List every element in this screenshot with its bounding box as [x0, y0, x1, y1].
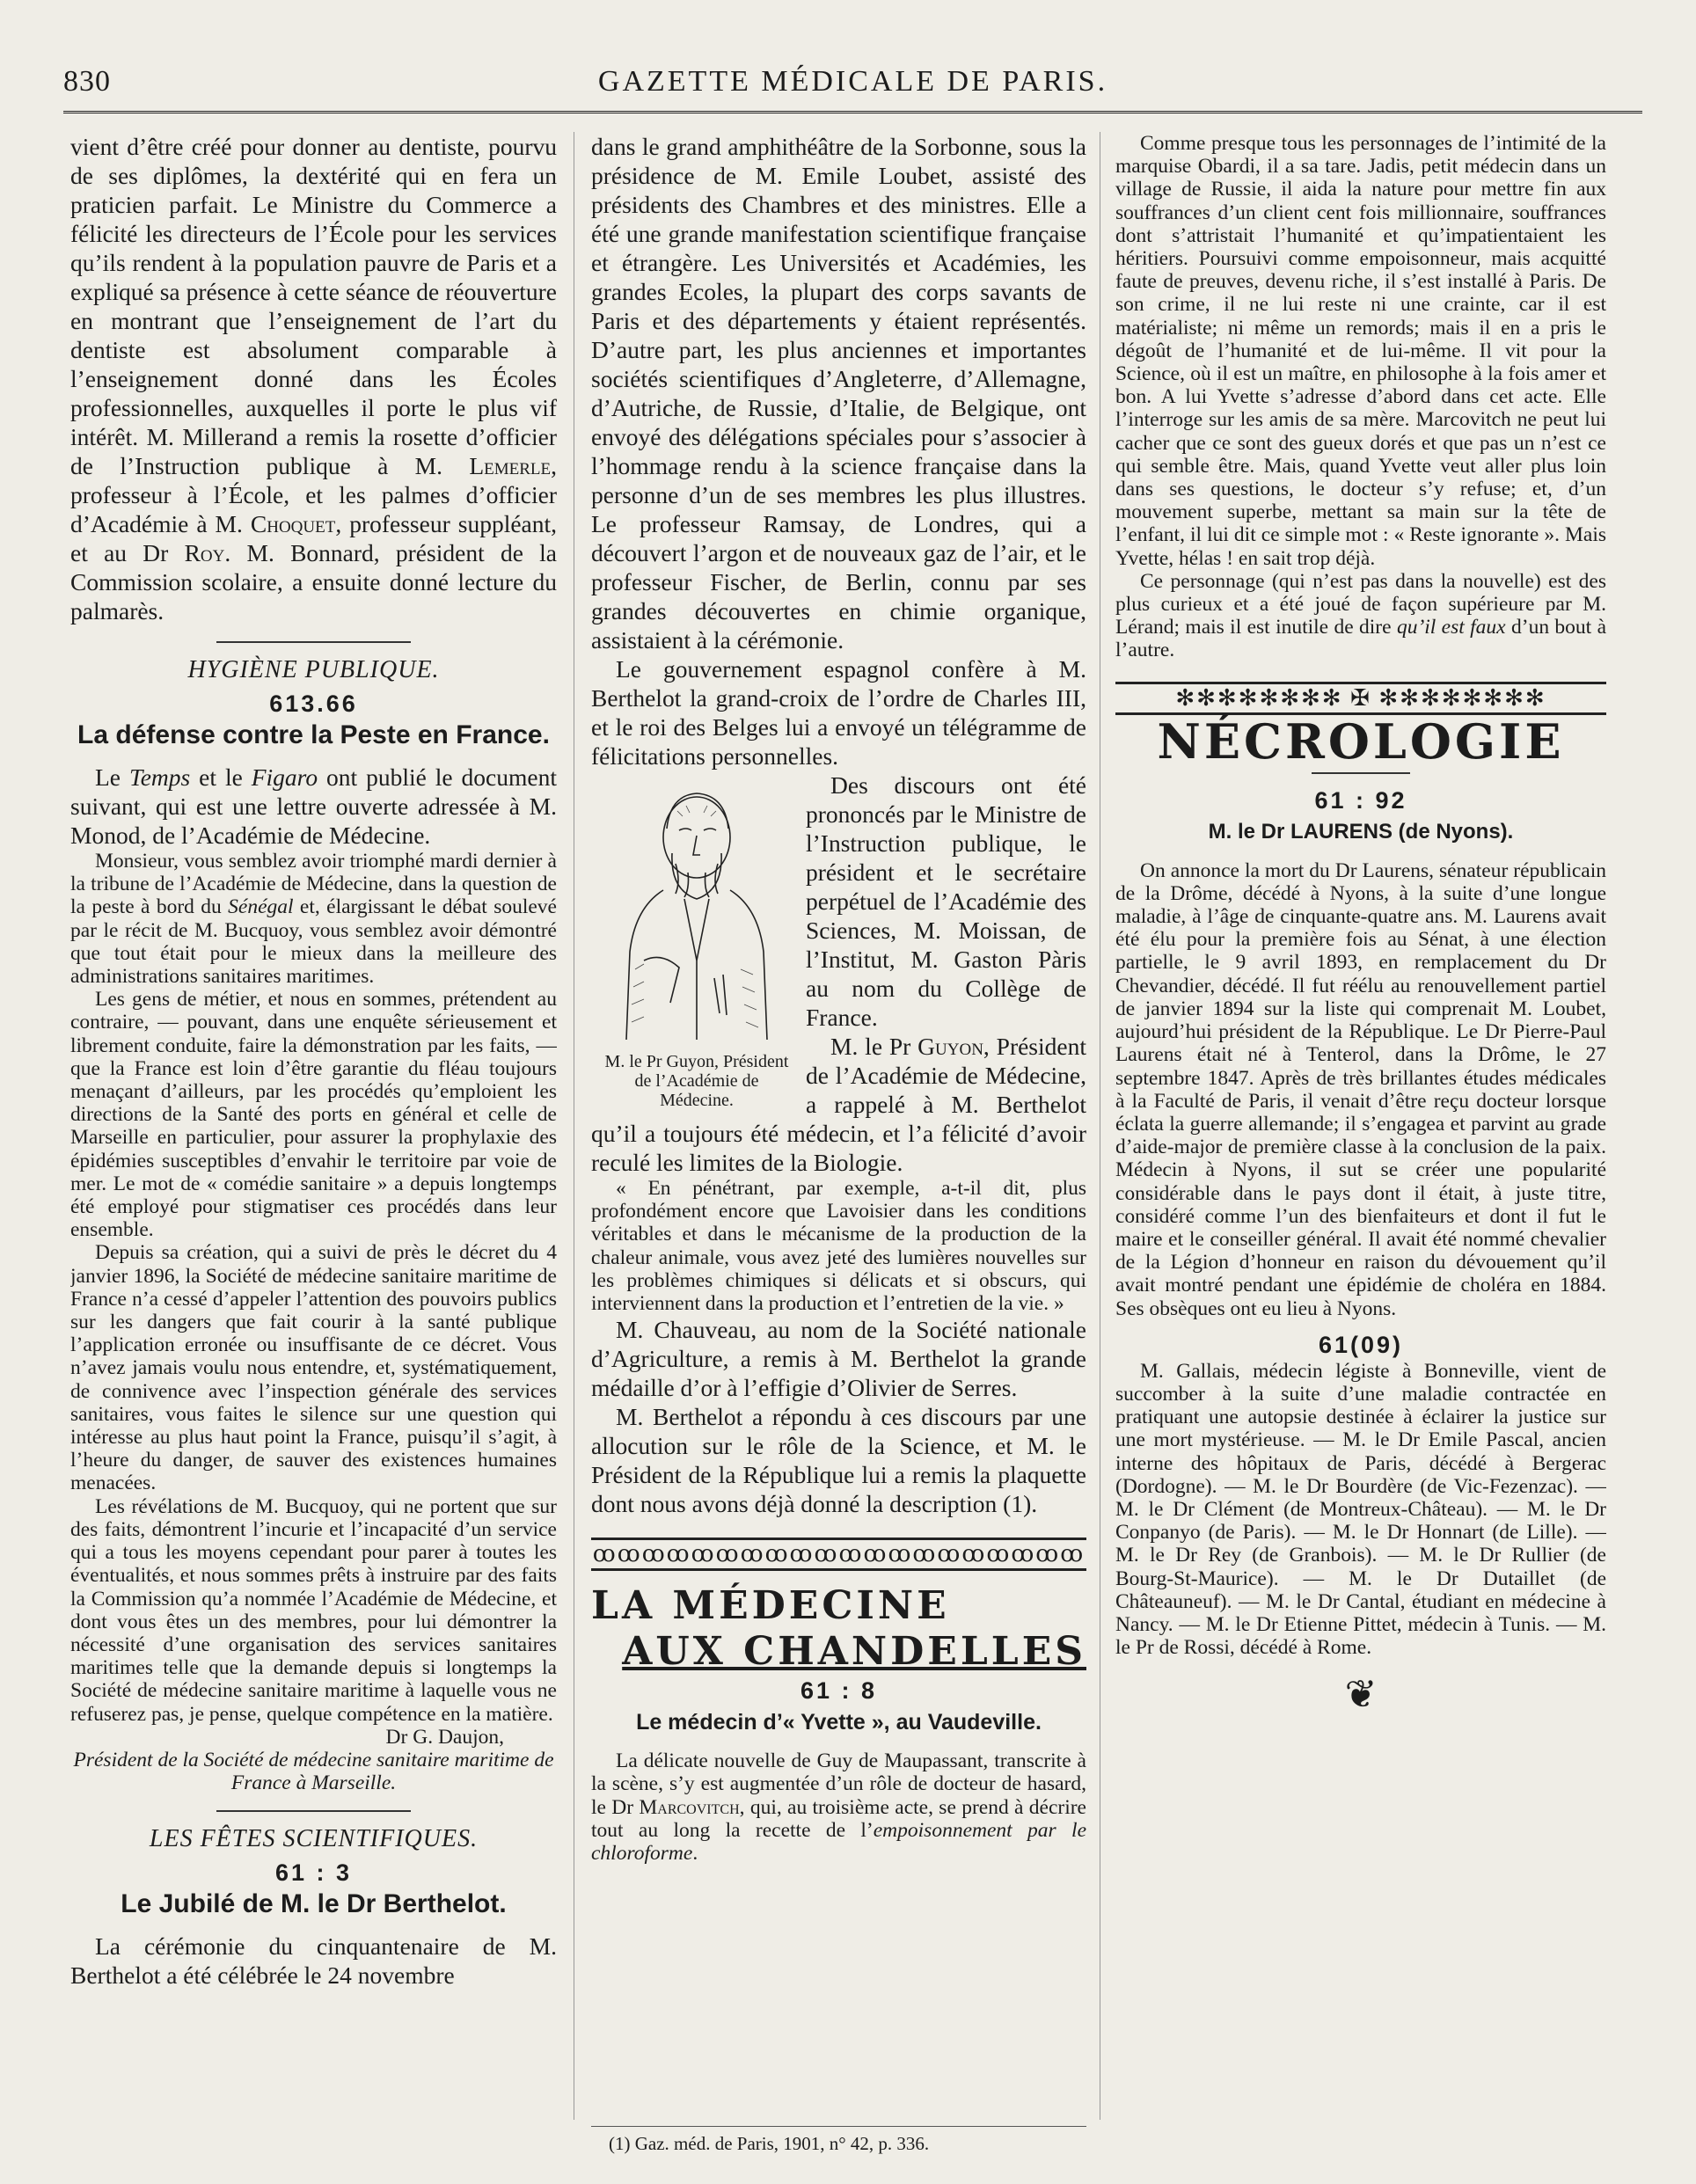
column-right — [1115, 132, 1606, 2155]
footnote: (1) Gaz. méd. de Paris, 1901, n° 42, p. 336. — [591, 2126, 1086, 2155]
journal-title: GAZETTE MÉDICALE DE PARIS. — [597, 65, 1108, 98]
letter-paragraph: Depuis sa création, qui a suivi de près le décret du 4 janvier 1896, la Société de médecine sanitaire maritime de France n’a cessé d’appeler l’attention des pouvoirs publics sur les dangers que fait courir à la santé publique l’application erronée ou insuffisante de ce décret. Vous n’avez jamais voulu nous entendre, et, systématiquement, de connivence avec l’inspection générale des services sanitaires, vous faites le silence sur une question qui intéresse au plus haut point la France, puisqu’il s’agit, à l’heure du danger, de sauver des existences humaines menacées. — [70, 1241, 557, 1495]
section-banner-line1: LA MÉDECINE — [591, 1583, 950, 1629]
article-paragraph: dans le grand amphithéâtre de la Sorbonne, sous la présidence de M. Emile Loubet, assisté des présidents des Chambres et des ministres. Elle a été une grande manifestation scientifique française et étrangère. Les Universités et Académies, les grandes Ecoles, la plupart des corps savants de Paris et des départements y étaient représentés. D’autre part, les plus anciennes et importantes sociétés scientifiques d’Angleterre, d’Allemagne, d’Autriche, de Russie, d’Italie, de Belgique, ont envoyé des délégations spéciales pour s’associer à l’hommage rendu à la science française dans la personne d’un de ses membres les plus illustres. Le professeur Ramsay, de Londres, qui a découvert l’argon et de nouveaux gaz de l’air, et le professeur Fischer, de Berlin, connu par ses grandes découvertes en chimie organique, assistaient à la cérémonie. — [591, 133, 1086, 654]
article-paragraph: La cérémonie du cinquantenaire de M. Berthelot a été célébrée le 24 novembre — [70, 1932, 557, 1990]
column-left — [70, 132, 557, 2155]
article-paragraph: M. Berthelot a répondu à ces discours par une allocution sur le rôle de la Science, et M. le Président de la République lui a remis la plaquette dont nous avons déjà donné la description (1). — [591, 1403, 1086, 1518]
article-paragraph: vient d’être créé pour donner au dentiste, pourvu de ses diplômes, la dextérité qui en fera un praticien parfait. Le Ministre du Commerce a félicité les directeurs de l’École pour les services qu’ils rendent à la population pauvre de Paris et a expliqué sa présence à cette séance de réouverture en montrant que l’enseignement de l’art du dentiste est absolument comparable à l’enseignement donné dans les Écoles professionnelles, auxquelles il porte le plus vif intérêt. M. Millerand a remis la rosette d’officier de l’Instruction publique à M. Lemerle, professeur à l’École, et les palmes d’officier d’Académie à M. Choquet, professeur suppléant, et au Dr Roy. M. Bonnard, président de la Commission scolaire, a ensuite donné lecture du palmarès. — [70, 133, 557, 625]
portrait-guyon-illustration — [609, 776, 785, 1048]
portrait-figure — [600, 776, 793, 1110]
article-paragraph: M. Chauveau, au nom de la Société nationale d’Agriculture, a remis à M. Berthelot la grande médaille d’or à l’effigie d’Olivier de Serres. — [591, 1316, 1086, 1402]
classification-code: 61(09) — [1318, 1331, 1404, 1358]
section-banner-line2: AUX CHANDELLES — [622, 1629, 1086, 1675]
classification-code: 613.66 — [269, 690, 358, 717]
article-headline: Le médecin d’« Yvette », au Vaudeville. — [636, 1710, 1042, 1735]
ornamental-border: ✻✻✻✻✻✻✻✻ ✠ ✻✻✻✻✻✻✻✻ — [1115, 682, 1606, 715]
section-divider — [1312, 772, 1410, 774]
classification-code: 61 : 8 — [800, 1677, 878, 1705]
article-paragraph: On annonce la mort du Dr Laurens, sénateur républicain de la Drôme, décédé à Nyons, à la suite d’une longue maladie, à l’âge de cinquante-quatre ans. M. Laurens avait été élu pour la première fois au Sénat, à une élection partielle, le 9 avril 1893, en remplacement du Dr Chevandier, décédé. Il fut réélu au renouvellement partiel de janvier 1894 sur la liste qui comprenait M. Loubet, aujourd’hui président de la République. Le Dr Pierre-Paul Laurens était né à Tenterol, dans la Drôme, le 27 septembre 1847. Après de très brillantes études médicales à la Faculté de Paris, il venait d’être reçu docteur lorsque éclata la guerre allemande; il s’engagea et parvint au grade d’aide-major de première classe à la conclusion de la paix. Médecin à Nyons, il sut se créer une popularité considérable dans le pays dont il était, à juste titre, considéré comme l’un des bienfaiteurs et dont il fut le maire et le conseiller général. Il avait été nommé chevalier de la Légion d’honneur en raison du dévouement qu’il avait montré pendant une épidémie de choléra en 1884. Ses obsèques ont eu lieu à Nyons. — [1115, 858, 1606, 1320]
article-paragraph: Comme presque tous les personnages de l’intimité de la marquise Obardi, il a sa tare. Jadis, petit médecin dans un village de Russie, il aida la nature pour mettre fin aux souffrances d’un client cent fois millionnaire, souffrances dont s’attristait l’humanité et qu’impatientaient les héritiers. Poursuivi comme empoisonneur, mais acquitté faute de preuves, devenu riche, il s’est installé à Paris. De son crime, il ne lui reste ni une crainte, car il est matérialiste; ni même un remords; mais il en a pris le dégoût de l’humanité et de lui-même. Il vit pour la Science, où il est un maître, en philosophe à la fois amer et bon. A lui Yvette s’adresse d’abord dans cet acte. Elle l’interroge sur les amis de sa mère. Marcovitch ne peut lui cacher que ce sont des gueux dorés et que pas un n’est ce qui semble être. Mais, quand Yvette veut aller plus loin dans ses questions, le docteur s’y refuse; et, d’un mouvement superbe, mettant sa main sur la tête de l’enfant, il lui dit ce simple mot : « Reste ignorante ». Mais Yvette, hélas ! en sait trop déjà. — [1115, 132, 1606, 570]
section-title-necrologie: NÉCROLOGIE — [1157, 712, 1565, 770]
end-ornament-icon: ❦ — [1344, 1673, 1378, 1717]
section-rubric: HYGIÈNE PUBLIQUE. — [187, 656, 440, 683]
quotation: « En pénétrant, par exemple, a-t-il dit, plus profondément encore que Lavoisier dans les conditions véritables et dans le mécanisme de la production de la chaleur animale, vous avez jeté des lumières nouvelles sur les problèmes chimiques si délicats et si obscurs, qui interviennent dans la production et l’entretien de la vie. » — [591, 1177, 1086, 1316]
article-headline: Le Jubilé de M. le Dr Berthelot. — [121, 1889, 507, 1919]
letter-paragraph: Monsieur, vous semblez avoir triomphé mardi dernier à la tribune de l’Académie de Médecine, dans la question de la peste à bord du Sénégal et, élargissant le débat soulevé par le récit de M. Bucquoy, vous semblez avoir démontré que tout était pour le mieux dans la meilleure des administrations sanitaires maritimes. — [70, 850, 557, 989]
article-headline: M. le Dr LAURENS (de Nyons). — [1208, 819, 1514, 844]
signature-role: Président de la Société de médecine sanitaire maritime de France à Marseille. — [73, 1748, 554, 1795]
article-paragraph: La délicate nouvelle de Guy de Maupassant, transcrite à la scène, s’y est augmentée d’un rôle de docteur de hasard, le Dr Marcovitch, qui, au troisième acte, se prend à décrire tout au long la recette de l’empoisonnement par le chloroforme. — [591, 1749, 1086, 1866]
article-paragraph: Le Temps et le Figaro ont publié le document suivant, qui est une lettre ouverte adressée à M. Monod, de l’Académie de Médecine. — [70, 763, 557, 849]
article-paragraph: M. le Pr Guyon, Président de l’Académie de Médecine, a rappelé à M. Berthelot qu’il a toujours été médecin, et l’a félicité d’avoir reculé les limites de la Biologie. — [591, 1033, 1086, 1176]
article-paragraph: M. Gallais, médecin légiste à Bonneville, vient de succomber à la suite d’une maladie contractée en pratiquant une autopsie destinée à éclairer la justice sur une mort mystérieuse. — M. le Dr Emile Pascal, ancien interne des hôpitaux de Paris, décédé à Bergerac (Dordogne). — M. le Dr Bourdère (de Vic-Fezenzac). — M. le Dr Clément (de Montreux-Château). — M. le Dr Conpanyo (de Paris). — M. le Dr Honnart (de Lille). — M. le Dr Rey (de Granbois). — M. le Dr Rullier (de Bourg-St-Maurice). — M. le Dr Dutaillet (de Châteauneuf). — M. le Dr Cantal, étudiant en médecine à Nancy. — M. le Dr Etienne Pittet, médecin à Tunis. — M. le Pr de Rossi, décédé à Rome. — [1115, 1359, 1606, 1660]
section-divider — [216, 1810, 411, 1812]
classification-code: 61 : 92 — [1314, 786, 1407, 814]
letter-paragraph: Les gens de métier, et nous en sommes, prétendent au contraire, — pouvant, dans une enquête sérieusement et librement conduite, faire la démonstration par les faits, — que la France est loin d’être garantie du fléau toujours menaçant d’ailleurs, par les procédés qu’emploient les directions de la Santé des ports en général et celle de Marseille en particulier, pour assurer la prophylaxie des épidémies susceptibles d’envahir le territoire par voie de mer. Le mot de « comédie sanitaire » a depuis longtemps été employé pour stigmatiser ces procédés dans leur ensemble. — [70, 988, 557, 1242]
classification-code: 61 : 3 — [274, 1859, 353, 1887]
article-paragraph: Le gouvernement espagnol confère à M. Berthelot la grand-croix de l’ordre de Charles III, et le roi des Belges lui a envoyé un télégramme de félicitations personnelles. — [591, 655, 1086, 770]
page-header — [63, 62, 1642, 113]
article-paragraph: Ce personnage (qui n’est pas dans la nouvelle) est des plus curieux et a été joué de façon supérieure par M. Lérand; mais il est inutile de dire qu’il est faux d’un bout à l’autre. — [1115, 569, 1606, 662]
ornamental-border: ꝏꝏꝏꝏꝏꝏꝏꝏꝏꝏꝏꝏꝏꝏꝏꝏꝏꝏꝏꝏ — [591, 1538, 1086, 1571]
page-number: 830 — [63, 65, 111, 98]
letter-paragraph: Les révélations de M. Bucquoy, qui ne portent que sur des faits, démontrent l’incurie et l’incapacité d’un service qui a tous les moyens cependant pour parer à toutes les éventualités, et nous sommes prêts à instruire par des faits la Commission qu’a nommée l’Académie de Médecine, et dont vous êtes un des membres, pour lui démontrer la nécessité d’une organisation des services sanitaires maritimes telle que la demande depuis si longtemps la Société de médecine sanitaire maritime à laquelle vous ne refuserez pas, je pense, quelque compétence en la matière. — [70, 1494, 557, 1726]
article-paragraph: Des discours ont été prononcés par le Ministre de l’Instruction publique, le président et le secrétaire perpétuel de l’Académie des Sciences, M. Moissan, de l’Institut, M. Gaston Pàris au nom du Collège de France. — [806, 771, 1086, 1031]
portrait-caption: M. le Pr Guyon, Président de l’Académie de Médecine. — [604, 1052, 789, 1110]
letter-signature: Dr G. Daujon, — [385, 1725, 504, 1749]
article-headline: La défense contre la Peste en France. — [77, 720, 550, 749]
column-center — [591, 132, 1086, 2155]
section-divider — [216, 641, 411, 643]
section-rubric: LES FÊTES SCIENTIFIQUES. — [149, 1825, 479, 1853]
